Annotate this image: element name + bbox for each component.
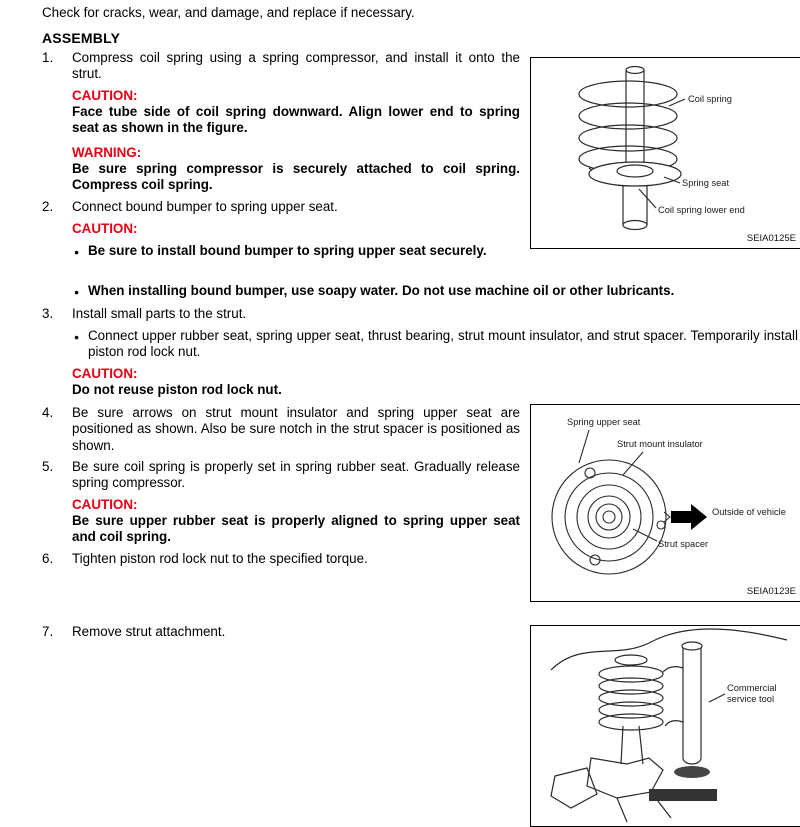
step-5-number: 5. <box>42 459 54 474</box>
step-1-number: 1. <box>42 50 54 65</box>
step-2-bullet-1-text: Be sure to install bound bumper to spring upper seat securely. <box>88 243 487 258</box>
step-1-text: Compress coil spring using a spring compressor, and install it onto the strut. <box>72 50 520 82</box>
warning-text: Be sure spring compressor is securely attached to coil spring. Compress coil spring. <box>72 161 520 193</box>
figure-label-spring-seat: Spring seat <box>682 178 730 188</box>
step-6-number: 6. <box>42 551 54 566</box>
figure-label-coil-spring: Coil spring <box>688 94 732 104</box>
step-5-text: Be sure coil spring is properly set in spring rubber seat. Gradually release spring compressor. <box>72 459 520 491</box>
coil-spring-illustration <box>531 58 800 248</box>
outside-direction-arrow-icon <box>671 504 707 530</box>
figure-label-strut-spacer: Strut spacer <box>658 539 709 549</box>
figure-strut-mount-top-view <box>530 404 800 602</box>
figure-label-strut-mount-insulator: Strut mount insulator <box>617 439 703 449</box>
figure-label-coil-spring-lower-end: Coil spring lower end <box>658 205 745 215</box>
figure-id: SEIA0125E <box>746 233 796 244</box>
step-2-text: Connect bound bumper to spring upper seat. <box>72 199 338 214</box>
bullet-icon: ● <box>74 287 80 297</box>
warning-label: WARNING: <box>72 145 142 160</box>
section-heading: ASSEMBLY <box>42 30 121 46</box>
caution-text-5: Be sure upper rubber seat is properly aligned to spring upper seat and coil spring. <box>72 513 520 545</box>
step-3-bullet-text: Connect upper rubber seat, spring upper seat, thrust bearing, strut mount insulator, and strut spacer. Temporarily install piston rod lock nut. <box>88 328 798 360</box>
figure-label-outside-of-vehicle: Outside of vehicle <box>712 507 786 517</box>
bullet-icon: ● <box>74 247 80 257</box>
figure-strut-attachment <box>530 625 800 827</box>
step-6-text: Tighten piston rod lock nut to the specified torque. <box>72 551 368 566</box>
strut-mount-illustration <box>531 405 800 601</box>
step-7-number: 7. <box>42 624 54 639</box>
step-4-number: 4. <box>42 405 54 420</box>
caution-label-1: CAUTION: <box>72 88 138 103</box>
step-3-number: 3. <box>42 306 54 321</box>
step-4-text: Be sure arrows on strut mount insulator and spring upper seat are positioned as shown. Also be sure notch in the strut spacer is positioned as shown. <box>72 405 520 453</box>
caution-text-3: Do not reuse piston rod lock nut. <box>72 382 282 397</box>
step-2-number: 2. <box>42 199 54 214</box>
caution-label-2: CAUTION: <box>72 221 138 236</box>
figure-label-spring-upper-seat: Spring upper seat <box>567 417 641 427</box>
step-2-bullet-2-text: When installing bound bumper, use soapy water. Do not use machine oil or other lubricants. <box>88 283 675 298</box>
figure-label-commercial-service-tool: Commercial service tool <box>727 683 777 704</box>
figure-coil-spring <box>530 57 800 249</box>
bullet-icon: ● <box>74 332 80 342</box>
step-3-text: Install small parts to the strut. <box>72 306 247 321</box>
caution-text-1: Face tube side of coil spring downward. Align lower end to spring seat as shown in the figure. <box>72 104 520 136</box>
figure-id: SEIA0123E <box>746 586 796 597</box>
step-7-text: Remove strut attachment. <box>72 624 226 639</box>
caution-label-5: CAUTION: <box>72 497 138 512</box>
intro-text: Check for cracks, wear, and damage, and replace if necessary. <box>42 5 415 20</box>
caution-label-3: CAUTION: <box>72 366 138 381</box>
service-tool-illustration <box>531 626 800 826</box>
